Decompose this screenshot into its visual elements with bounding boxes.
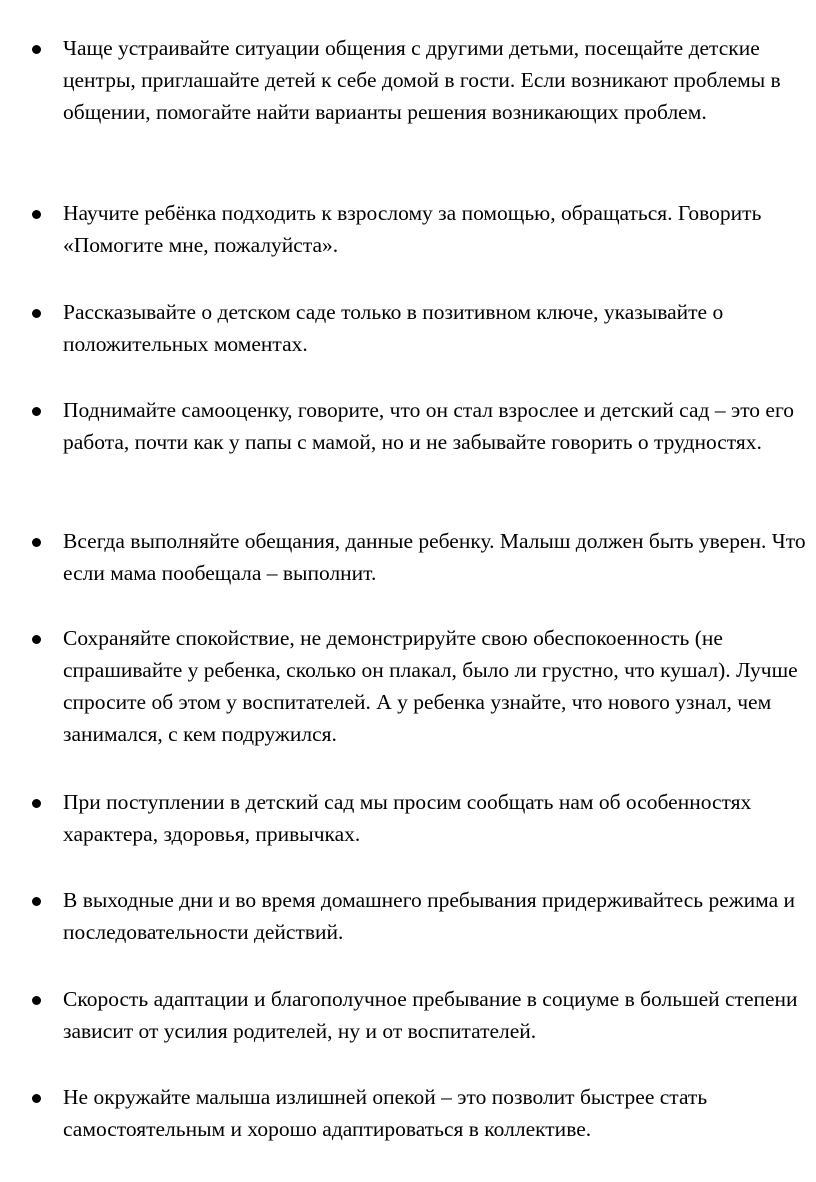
list-item-text: В выходные дни и во время домашнего пребывания придерживайтесь режима и последовательности действий. (63, 888, 795, 944)
list-item-text: Рассказывайте о детском саде только в позитивном ключе, указывайте о положительных моментах. (63, 300, 724, 356)
bullet-icon (32, 45, 41, 54)
list-item-text: Не окружайте малыша излишней опекой – это позволит быстрее стать самостоятельным и хорошо адаптироваться в коллективе. (63, 1085, 708, 1141)
list-item-text: Чаще устраивайте ситуации общения с другими детьми, посещайте детские центры, приглашайте детей к себе домой в гости. Если возникают проблемы в общении, помогайте найти варианты решения возникающих проблем. (63, 36, 781, 124)
bullet-icon (32, 538, 41, 547)
list-item-text: Скорость адаптации и благополучное пребывание в социуме в большей степени зависит от усилия родителей, ну и от воспитателей. (63, 987, 798, 1043)
list-item-text: Всегда выполняйте обещания, данные ребенку. Малыш должен быть уверен. Что если мама пообещала – выполнит. (63, 529, 806, 585)
list-item-text: При поступлении в детский сад мы просим сообщать нам об особенностях характера, здоровья, привычках. (63, 790, 752, 846)
list-item-text: Поднимайте самооценку, говорите, что он стал взрослее и детский сад – это его работа, почти как у папы с мамой, но и не забывайте говорить о трудностях. (63, 398, 795, 454)
bullet-icon (32, 799, 41, 808)
list-item-text: Сохраняйте спокойствие, не демонстрируйте свою обеспокоенность (не спрашивайте у ребенка, сколько он плакал, было ли грустно, что кушал). Лучше спросите об этом у воспитателей. А у ребенка узнайте, что нового узнал, чем занимался, с кем подружился. (63, 626, 798, 746)
bullet-icon (32, 635, 41, 644)
bullet-icon (32, 407, 41, 416)
bullet-icon (32, 897, 41, 906)
list-item-text: Научите ребёнка подходить к взрослому за помощью, обращаться. Говорить «Помогите мне, пожалуйста». (63, 201, 762, 257)
bullet-icon (32, 309, 41, 318)
bullet-icon (32, 1094, 41, 1103)
bullet-icon (32, 996, 41, 1005)
bullet-icon (32, 210, 41, 219)
